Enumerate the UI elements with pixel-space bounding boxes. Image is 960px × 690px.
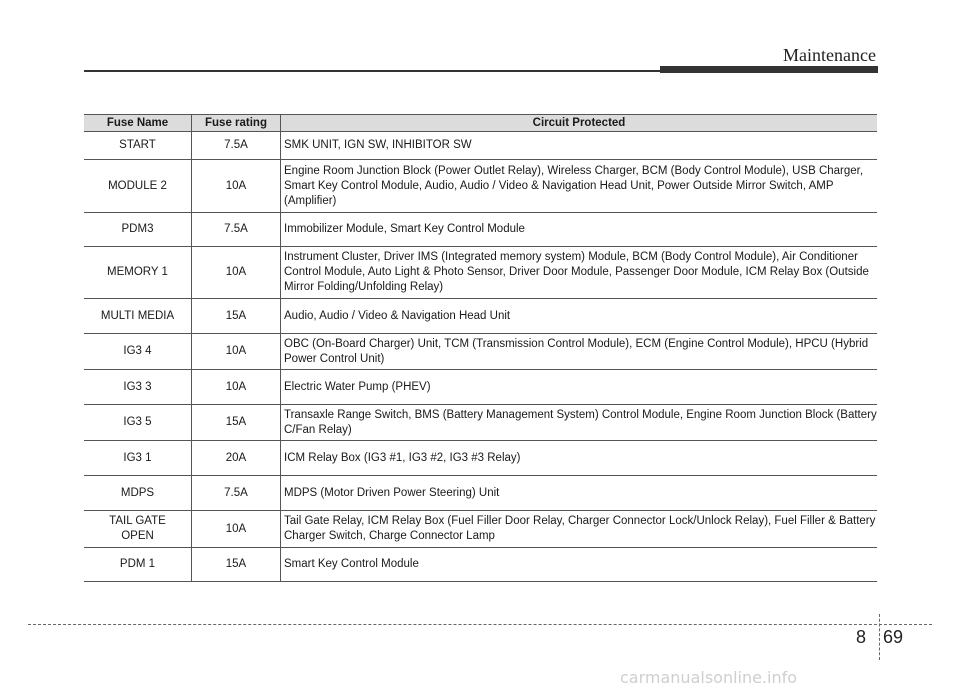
table-row xyxy=(84,405,877,441)
table-header-row xyxy=(84,115,877,132)
fuse-name-cell: PDM3 xyxy=(84,213,192,247)
section-title: Maintenance xyxy=(783,45,876,65)
circuit-cell: MDPS (Motor Driven Power Steering) Unit xyxy=(281,476,878,511)
fuse-name-cell: MDPS xyxy=(84,476,192,511)
fuse-rating-cell: 7.5A xyxy=(192,213,281,247)
fuse-rating-cell: 10A xyxy=(192,334,281,370)
column-header-fuse-rating: Fuse rating xyxy=(192,115,281,132)
page-number: 69 xyxy=(883,627,904,647)
footer-divider xyxy=(28,624,932,625)
table-row xyxy=(84,299,877,334)
page-number-divider xyxy=(879,614,880,660)
fuse-name-cell: START xyxy=(84,132,192,160)
fuse-rating-cell: 10A xyxy=(192,247,281,299)
chapter-number: 8 xyxy=(856,627,867,647)
circuit-cell: Immobilizer Module, Smart Key Control Module xyxy=(281,213,878,247)
circuit-cell: Instrument Cluster, Driver IMS (Integrated memory system) Module, BCM (Body Control Module), Air Conditioner Control Module, Auto Light & Photo Sensor, Driver Door Module, Passenger Door Module, ICM Relay Box (Outside Mirror Folding/Unfolding Relay) xyxy=(281,247,878,299)
fuse-rating-cell: 10A xyxy=(192,511,281,548)
table-row xyxy=(84,370,877,405)
table-row xyxy=(84,132,877,160)
circuit-cell: Smart Key Control Module xyxy=(281,548,878,582)
fuse-rating-cell: 15A xyxy=(192,405,281,441)
table-row xyxy=(84,213,877,247)
circuit-cell: Engine Room Junction Block (Power Outlet Relay), Wireless Charger, BCM (Body Control Module), USB Charger, Smart Key Control Module, Audio, Audio / Video & Navigation Head Unit, Power Outside Mirror Switch, AMP (Amplifier) xyxy=(281,160,878,213)
fuse-rating-cell: 15A xyxy=(192,299,281,334)
table-row xyxy=(84,441,877,476)
fuse-name-cell: IG3 3 xyxy=(84,370,192,405)
column-header-circuit: Circuit Protected xyxy=(281,115,878,132)
circuit-cell: Electric Water Pump (PHEV) xyxy=(281,370,878,405)
fuse-rating-cell: 10A xyxy=(192,160,281,213)
fuse-rating-cell: 15A xyxy=(192,548,281,582)
circuit-cell: Audio, Audio / Video & Navigation Head Unit xyxy=(281,299,878,334)
table-row xyxy=(84,548,877,582)
circuit-cell: Transaxle Range Switch, BMS (Battery Management System) Control Module, Engine Room Junction Block (Battery C/Fan Relay) xyxy=(281,405,878,441)
table-row xyxy=(84,247,877,299)
fuse-rating-cell: 10A xyxy=(192,370,281,405)
fuse-table xyxy=(84,114,877,582)
fuse-rating-cell: 20A xyxy=(192,441,281,476)
fuse-name-text: TAIL GATE OPEN xyxy=(109,515,166,542)
watermark: carmanualsonline.info xyxy=(620,668,798,687)
fuse-name-cell: IG3 4 xyxy=(84,334,192,370)
circuit-cell: OBC (On-Board Charger) Unit, TCM (Transmission Control Module), ECM (Engine Control Module), HPCU (Hybrid Power Control Unit) xyxy=(281,334,878,370)
fuse-name-cell: MULTI MEDIA xyxy=(84,299,192,334)
table-row xyxy=(84,476,877,511)
circuit-cell: Tail Gate Relay, ICM Relay Box (Fuel Filler Door Relay, Charger Connector Lock/Unlock Relay), Fuel Filler & Battery Charger Switch, Charge Connector Lamp xyxy=(281,511,878,548)
circuit-cell: ICM Relay Box (IG3 #1, IG3 #2, IG3 #3 Relay) xyxy=(281,441,878,476)
header-rule xyxy=(84,70,660,72)
table-row xyxy=(84,160,877,213)
fuse-rating-cell: 7.5A xyxy=(192,132,281,160)
header-rule-bar xyxy=(660,66,878,73)
circuit-cell: SMK UNIT, IGN SW, INHIBITOR SW xyxy=(281,132,878,160)
fuse-rating-cell: 7.5A xyxy=(192,476,281,511)
fuse-name-cell xyxy=(84,511,192,548)
table-row xyxy=(84,511,877,548)
column-header-fuse-name: Fuse Name xyxy=(84,115,192,132)
fuse-name-cell: IG3 1 xyxy=(84,441,192,476)
table-row xyxy=(84,334,877,370)
fuse-name-cell: PDM 1 xyxy=(84,548,192,582)
fuse-name-cell: MODULE 2 xyxy=(84,160,192,213)
fuse-name-cell: IG3 5 xyxy=(84,405,192,441)
fuse-name-cell: MEMORY 1 xyxy=(84,247,192,299)
